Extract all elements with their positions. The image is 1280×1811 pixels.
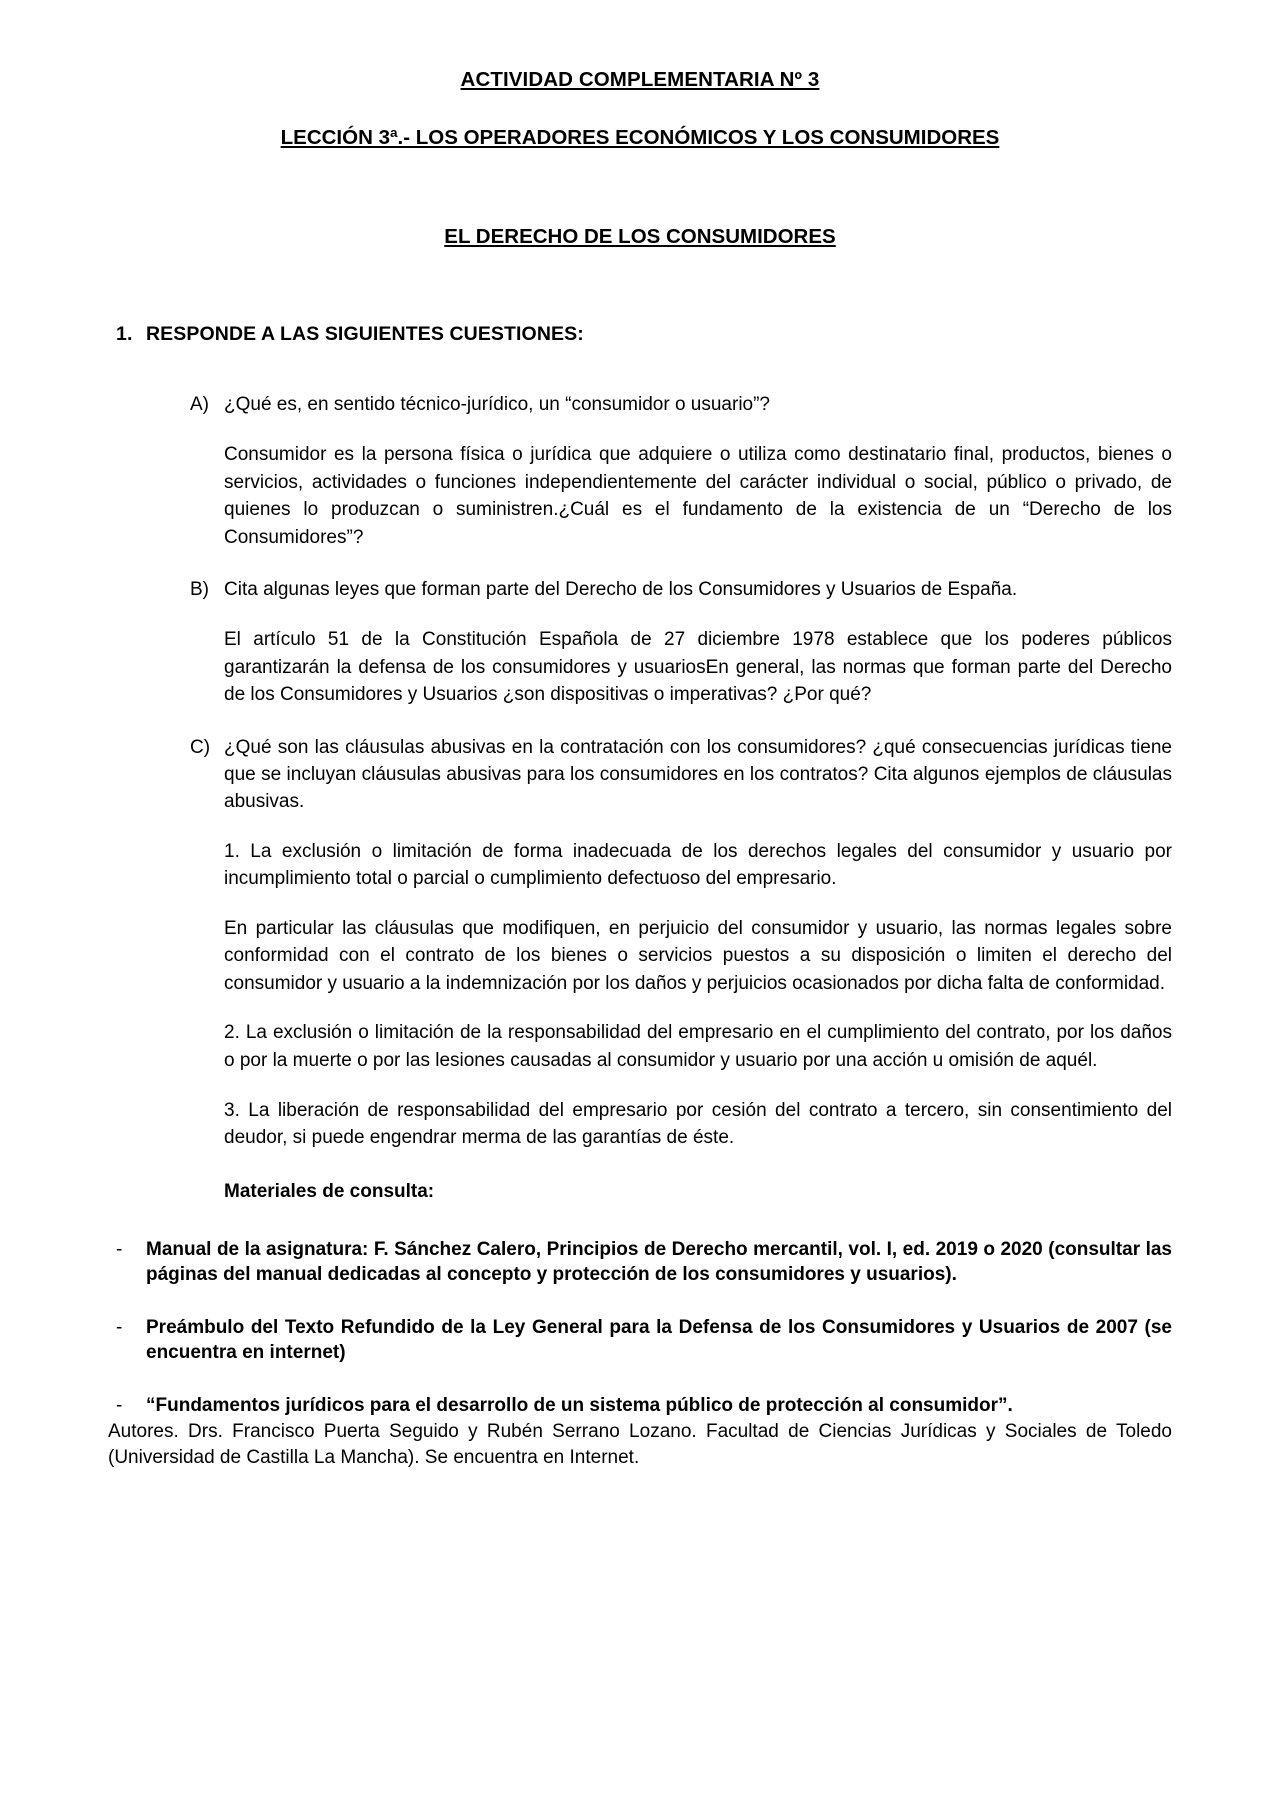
materials-list bbox=[108, 1237, 1172, 1472]
answer-a: Consumidor es la persona física o jurídica que adquiere o utiliza como destinatario final, productos, bienes o servicios, actividades o funciones independientemente del carácter individual o social, público o privado, de quienes lo produzcan o suministren.¿Cuál es el fundamento de la existencia de un “Derecho de los Consumidores”? bbox=[224, 443, 1172, 548]
page-title bbox=[108, 66, 1172, 94]
lesson-subtitle-text: LECCIÓN 3ª.- LOS OPERADORES ECONÓMICOS Y LOS CONSUMIDORES bbox=[280, 125, 1000, 149]
dash-marker: - bbox=[116, 1395, 123, 1417]
material-item-fundamentos-title: “Fundamentos jurídicos para el desarrollo de un sistema público de protección al consumidor”. bbox=[146, 1395, 1013, 1417]
topic-heading-text: EL DERECHO DE LOS CONSUMIDORES bbox=[444, 225, 836, 249]
question-a-text: ¿Qué es, en sentido técnico-jurídico, un “consumidor o usuario”? bbox=[224, 394, 770, 416]
question-c bbox=[190, 735, 1172, 816]
topic-heading bbox=[108, 223, 1172, 251]
dash-marker: - bbox=[116, 1239, 123, 1261]
question-b-marker: B) bbox=[190, 579, 209, 601]
material-item-manual-text: Manual de la asignatura: F. Sánchez Calero, Principios de Derecho mercantil, vol. I, ed. 2019 o 2020 (consultar las páginas del manual dedicadas al concepto y protección de los consumidores y usuarios). bbox=[146, 1239, 1172, 1286]
section-number: 1. bbox=[116, 323, 133, 346]
section-title: RESPONDE A LAS SIGUIENTES CUESTIONES: bbox=[146, 323, 584, 346]
question-b-text: Cita algunas leyes que forman parte del Derecho de los Consumidores y Usuarios de España. bbox=[224, 579, 1018, 601]
question-c-text: ¿Qué son las cláusulas abusivas en la contratación con los consumidores? ¿qué consecuencias jurídicas tiene que se incluyan cláusulas abusivas para los consumidores en los contratos? Cita algunos ejemplos de cláusulas abusivas. bbox=[224, 736, 1172, 812]
question-c-marker: C) bbox=[190, 736, 211, 758]
material-item-preambulo-text: Preámbulo del Texto Refundido de la Ley General para la Defensa de los Consumidores y Usuarios de 2007 (se encuentra en internet) bbox=[146, 1317, 1172, 1364]
material-item-manual bbox=[108, 1237, 1172, 1287]
material-item-fundamentos-text bbox=[146, 1393, 1172, 1418]
material-item-fundamentos-authors: Autores. Drs. Francisco Puerta Seguido y Rubén Serrano Lozano. Facultad de Ciencias Jurídicas y Sociales de Toledo (Universidad de Castilla La Mancha). Se encuentra en Internet. bbox=[108, 1420, 1172, 1469]
answer-b: El artículo 51 de la Constitución Española de 27 diciembre 1978 establece que los poderes públicos garantizarán la defensa de los consumidores y usuariosEn general, las normas que forman parte del Derecho de los Consumidores y Usuarios ¿son dispositivas o imperativas? ¿Por qué? bbox=[224, 629, 1172, 706]
clause-item-3: 3. La liberación de responsabilidad del empresario por cesión del contrato a tercero, sin consentimiento del deudor, si puede engendrar merma de las garantías de éste. bbox=[224, 1099, 1172, 1149]
questions-block bbox=[190, 392, 1172, 1205]
question-a-marker: A) bbox=[190, 394, 209, 416]
question-a bbox=[190, 392, 1172, 419]
lesson-subtitle bbox=[108, 124, 1172, 152]
clause-item-1: 1. La exclusión o limitación de forma inadecuada de los derechos legales del consumidor y usuario por incumplimiento total o parcial o cumplimiento defectuoso del empresario. bbox=[224, 840, 1172, 890]
material-item-preambulo bbox=[108, 1315, 1172, 1365]
clause-item-particular: En particular las cláusulas que modifiquen, en perjuicio del consumidor y usuario, las normas legales sobre conformidad con el contrato de los bienes o servicios puestos a su disposición o limiten el derecho del consumidor y usuario a la indemnización por los daños y perjuicios ocasionados por dicha falta de conformidad. bbox=[224, 917, 1172, 994]
materials-label: Materiales de consulta: bbox=[224, 1180, 435, 1202]
page-title-text: ACTIVIDAD COMPLEMENTARIA Nº 3 bbox=[460, 68, 820, 91]
section-responde bbox=[108, 323, 1172, 346]
question-b bbox=[190, 577, 1172, 604]
clause-item-2: 2. La exclusión o limitación de la responsabilidad del empresario en el cumplimiento del contrato, por los daños o por la muerte o por las lesiones causadas al consumidor y usuario por una acción u omisión de aquél. bbox=[224, 1022, 1172, 1071]
material-item-fundamentos bbox=[108, 1393, 1172, 1418]
dash-marker: - bbox=[116, 1317, 123, 1339]
